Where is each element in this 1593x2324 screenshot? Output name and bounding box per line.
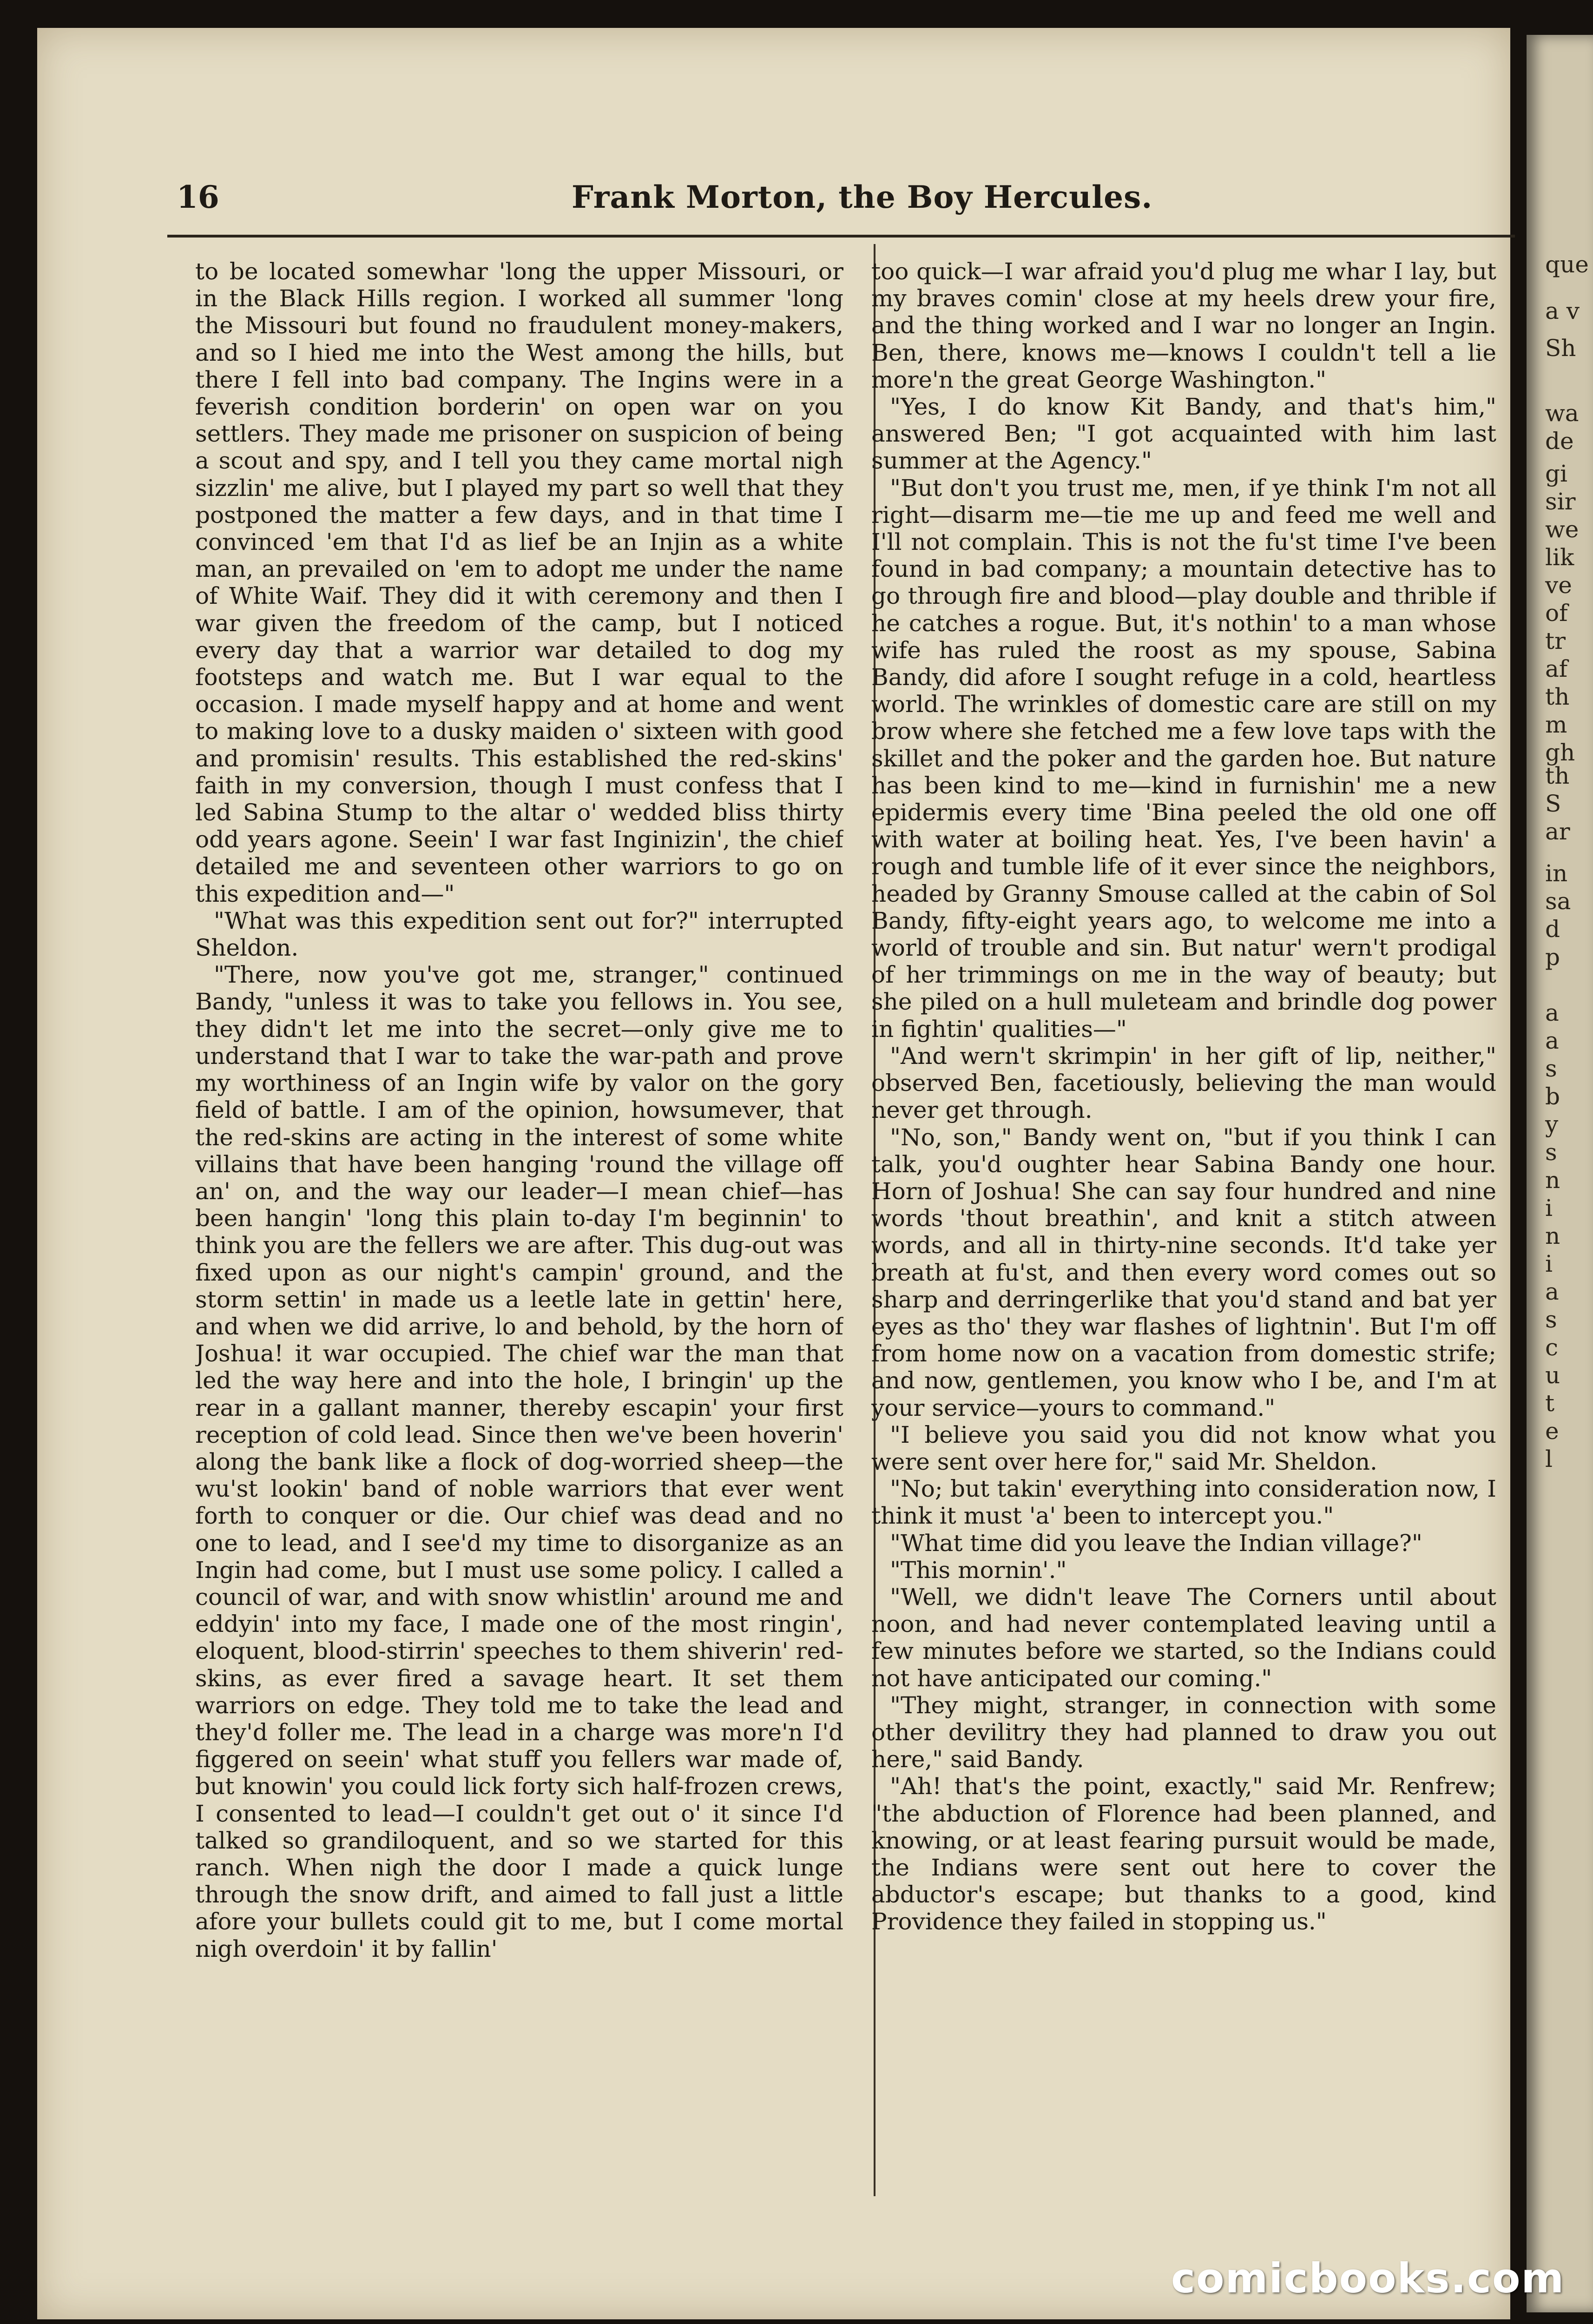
adjacent-page-fragment: a xyxy=(1545,1027,1559,1054)
adjacent-page-fragment: y xyxy=(1545,1111,1559,1138)
adjacent-page-fragment: ar xyxy=(1545,818,1570,845)
page-number: 16 xyxy=(177,179,219,215)
adjacent-page-fragment: lik xyxy=(1545,544,1574,571)
adjacent-page-fragment: a xyxy=(1545,999,1559,1026)
paragraph: "No; but takin' everything into consideration now, I think it must 'a' been to intercept you." xyxy=(871,1475,1496,1530)
paragraph: "Well, we didn't leave The Corners until about noon, and had never contemplated leaving until a few minutes before we started, so the Indians could not have anticipated our coming." xyxy=(871,1583,1496,1692)
paragraph: "Ah! that's the point, exactly," said Mr. Renfrew; "the abduction of Florence had been planned, and knowing, or at least fearing pursuit would be made, the Indians were sent out here to cover the abductor's escape; but thanks to a good, kind Providence they failed in stopping us." xyxy=(871,1773,1496,1935)
adjacent-page-fragment: tr xyxy=(1545,627,1566,654)
adjacent-page-fragment: i xyxy=(1545,1195,1553,1221)
adjacent-page-fragment: sa xyxy=(1545,888,1571,915)
adjacent-page-fragment: ve xyxy=(1545,572,1572,599)
adjacent-page-fragment: p xyxy=(1545,944,1560,971)
header-rule xyxy=(167,235,1515,238)
paragraph: "They might, stranger, in connection with some other devilitry they had planned to draw you out here," said Bandy. xyxy=(871,1691,1496,1773)
adjacent-page-fragment: n xyxy=(1545,1222,1560,1249)
adjacent-page-fragment: wa xyxy=(1545,400,1579,427)
adjacent-page-fragment: th xyxy=(1545,762,1570,789)
paragraph: too quick—I war afraid you'd plug me whar I lay, but my braves comin' close at my heels drew your fire, and the thing worked and I war no longer an Ingin. Ben, there, knows me—knows I couldn't tell a lie more'n the great George Washington." xyxy=(871,258,1496,393)
adjacent-page-edge xyxy=(1527,35,1593,2312)
page-header xyxy=(177,179,1501,230)
adjacent-page-fragment: b xyxy=(1545,1083,1560,1110)
adjacent-page-fragment: que xyxy=(1545,251,1589,278)
text-column-left xyxy=(195,258,843,2187)
watermark: comicbooks.com xyxy=(1171,2254,1565,2302)
paragraph: "What time did you leave the Indian village?" xyxy=(890,1529,1422,1557)
paragraph: "But don't you trust me, men, if ye think I'm not all right—disarm me—tie me up and feed me well and I'll not complain. This is not the fu'st time I've been found in bad company; a mountain detective has to go through fire and blood—play double and thrible if he catches a rogue. But, it's nothin' to a man whose wife has ruled the roost as my spouse, Sabina Bandy, did afore I sought refuge in a cold, heartless world. The wrinkles of domestic care are still on my brow where she fetched me a few love taps with the skillet and the poker and the garden hoe. But nature has been kind to me—kind in furnishin' me a new epidermis every time 'Bina peeled the old one off with water at boiling heat. Yes, I've been havin' a rough and tumble life of it ever since the neighbors, headed by Granny Smouse called at the cabin of Sol Bandy, fifty-eight years ago, to welcome me into a world of trouble and sin. But natur' wern't prodigal of her trimmings on me in the way of beauty; but she piled on a hull muleteam and brindle dog power in fightin' qualities—" xyxy=(871,474,1496,1043)
paragraph: "No, son," Bandy went on, "but if you think I can talk, you'd oughter hear Sabina Bandy one hour. Horn of Joshua! She can say four hundred and nine words 'thout breathin', and knit a stitch atween words, and all in thirty-nine seconds. It'd take yer breath at fu'st, and then every word comes out so sharp and derringerlike that you'd stand and bat yer eyes as tho' they war flashes of lightnin'. But I'm off from home now on a vacation from domestic strife; and now, gentlemen, you know who I be, and I'm at your service—yours to command." xyxy=(871,1123,1496,1421)
adjacent-page-fragment: de xyxy=(1545,428,1574,455)
adjacent-page-fragment: m xyxy=(1545,711,1567,738)
adjacent-page-fragment: c xyxy=(1545,1334,1559,1361)
adjacent-page-fragment: a v xyxy=(1545,297,1580,324)
adjacent-page-fragment: S xyxy=(1545,790,1561,817)
adjacent-page-fragment: s xyxy=(1545,1139,1557,1166)
adjacent-page-fragment: d xyxy=(1545,916,1560,943)
paragraph: "I believe you said you did not know what you were sent over here for," said Mr. Sheldon. xyxy=(871,1421,1496,1475)
adjacent-page-fragment: s xyxy=(1545,1306,1557,1333)
paragraph: "This mornin'." xyxy=(890,1556,1067,1584)
adjacent-page-fragment: of xyxy=(1545,600,1568,627)
adjacent-page-fragment: gi xyxy=(1545,460,1567,487)
adjacent-page-fragment: af xyxy=(1545,655,1568,682)
paragraph: "And wern't skrimpin' in her gift of lip, neither," observed Ben, facetiously, believing the man would never get through. xyxy=(871,1042,1496,1124)
adjacent-page-fragment: n xyxy=(1545,1167,1560,1194)
adjacent-page-fragment: gh xyxy=(1545,739,1575,766)
paragraph: "What was this expedition sent out for?" interrupted Sheldon. xyxy=(195,907,843,962)
running-title: Frank Morton, the Boy Hercules. xyxy=(572,179,1153,215)
adjacent-page-fragment: th xyxy=(1545,683,1570,710)
paragraph: to be located somewhar 'long the upper Missouri, or in the Black Hills region. I worked all summer 'long the Missouri but found no fraudulent money-makers, and so I hied me into the West among the hills, but there I fell into bad company. The Ingins were in a feverish condition borderin' on open war on you settlers. They made me prisoner on suspicion of being a scout and spy, and I tell you they came mortal nigh sizzlin' me alive, but I played my part so well that they postponed the matter a few days, and in that time I convinced 'em that I'd as lief be an Injin as a white man, an prevailed on 'em to adopt me under the name of White Waif. They did it with ceremony and then I war given the freedom of the camp, but I noticed every day that a warrior war detailed to dog my footsteps and watch me. But I war equal to the occasion. I made myself happy and at home and went to making love to a dusky maiden o' sixteen with good and promisin' results. This established the red-skins' faith in my conversion, though I must confess that I led Sabina Stump to the altar o' wedded bliss thirty odd years agone. Seein' I war fast Inginizin', the chief detailed me and seventeen other warriors to go on this expedition and—" xyxy=(195,258,843,907)
adjacent-page-fragment: Sh xyxy=(1545,335,1576,362)
adjacent-page-fragment: u xyxy=(1545,1362,1560,1389)
adjacent-page-fragment: s xyxy=(1545,1055,1557,1082)
adjacent-page-fragment: sir xyxy=(1545,488,1576,515)
text-column-right xyxy=(871,258,1496,2187)
adjacent-page-fragment: l xyxy=(1545,1446,1553,1472)
adjacent-page-fragment: we xyxy=(1545,516,1579,543)
paragraph: "There, now you've got me, stranger," continued Bandy, "unless it was to take you fellows in. You see, they didn't let me into the secret—only give me to understand that I war to take the war-path and prove my worthiness of an Ingin wife by valor on the gory field of battle. I am of the opinion, howsumever, that the red-skins are acting in the interest of some white villains that have been hanging 'round the village off an' on, and the way our leader—I mean chief—has been hangin' 'long this plain to-day I'm beginnin' to think you are the fellers we are after. This dug-out was fixed upon as our night's campin' ground, and the storm settin' in made us a leetle late in gettin' here, and when we did arrive, lo and behold, by the horn of Joshua! it war occupied. The chief war the man that led the way here and into the hole, I bringin' up the rear in a gallant manner, thereby escapin' your first reception of cold lead. Since then we've been hoverin' along the bank like a flock of dog-worried sheep—the wu'st lookin' band of noble warriors that ever went forth to conquer or die. Our chief was dead and no one to lead, and I see'd my time to disorganize as an Ingin had come, but I must use some policy. I called a council of war, and with snow whistlin' around me and eddyin' into my face, I made one of the most ringin', eloquent, blood-stirrin' speeches to them shiverin' red-skins, as ever fired a savage heart. It set them warriors on edge. They told me to take the lead and they'd foller me. The lead in a charge was more'n I'd figgered on seein' what stuff you fellers war made of, but knowin' you could lick forty sich half-frozen crews, I consented to lead—I couldn't get out o' it since I'd talked so grandiloquent, and so we started for this ranch. When nigh the door I made a quick lunge through the snow drift, and aimed to fall just a little afore your bullets could git to me, but I come mortal nigh overdoin' it by fallin' xyxy=(195,961,843,1962)
adjacent-page-fragment: in xyxy=(1545,860,1568,887)
adjacent-page-fragment: a xyxy=(1545,1278,1559,1305)
paragraph: "Yes, I do know Kit Bandy, and that's him," answered Ben; "I got acquainted with him last summer at the Agency." xyxy=(871,393,1496,475)
adjacent-page-fragment: e xyxy=(1545,1418,1559,1445)
adjacent-page-fragment: t xyxy=(1545,1390,1555,1417)
adjacent-page-fragment: i xyxy=(1545,1250,1553,1277)
